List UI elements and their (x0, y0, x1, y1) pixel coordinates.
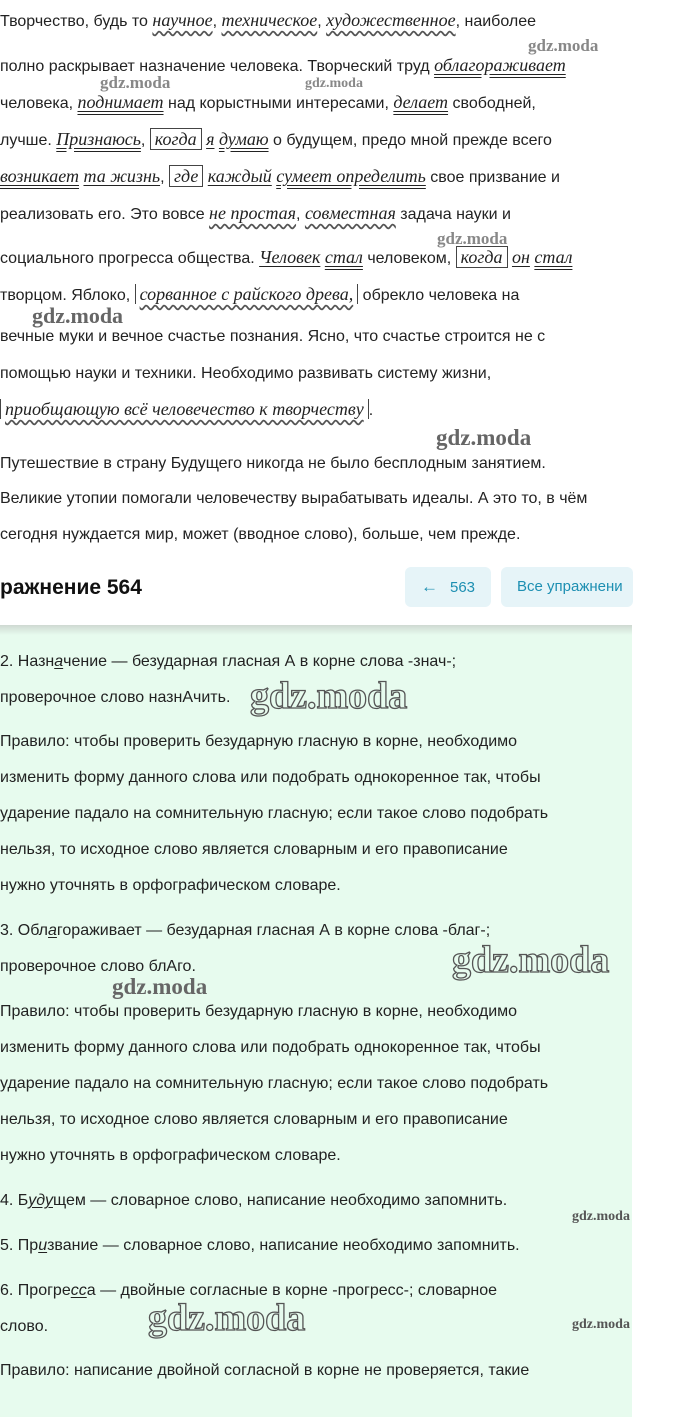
conjunction-box: где (169, 165, 203, 187)
predicate-word: стал (324, 247, 363, 267)
vowel-highlight: а (54, 653, 64, 670)
prev-exercise-button[interactable]: ← 563 (405, 567, 491, 607)
adjective-word: художественное (326, 10, 456, 30)
answer-item-5: 5. Призвание — словарное слово, написание необходимо запомнить. (0, 1237, 520, 1254)
watermark: gdz.moda (100, 73, 171, 92)
rule-line: изменить форму данного слова или подобрать однокоренное так, чтобы (0, 769, 541, 786)
watermark: gdz.moda (572, 1209, 630, 1224)
watermark: gdz.moda (148, 1297, 306, 1339)
adjective-word: техническое (221, 10, 318, 30)
predicate-word: Признаюсь (56, 129, 141, 149)
subject-word: он (511, 247, 530, 267)
subject-word: та жизнь (83, 166, 161, 186)
rule-line: нужно уточнять в орфографическом словаре. (0, 1147, 341, 1164)
rule-line: нужно уточнять в орфографическом словаре. (0, 877, 341, 894)
rule-line: ударение падало на сомнительную гласную; если такое слово подобрать (0, 805, 549, 822)
text-line-4: лучше. Признаюсь, когда я думаю о будущем, предо мной прежде всего (0, 129, 552, 149)
text-line-6: реализовать его. Это вовсе не простая, совместная задача науки и (0, 203, 511, 223)
predicate-word: сумеет определить (276, 166, 426, 186)
participle-phrase: сорванное с райского древа, (135, 284, 359, 304)
rule-line: нельзя, то исходное слово является словарным и его правописание (0, 1111, 508, 1128)
adjective-word: совместная (304, 203, 396, 223)
text-line-14: сегодня нуждается мир, может (вводное слово), больше, чем прежде. (0, 526, 521, 543)
subject-word: Человек (259, 247, 321, 267)
all-exercises-button[interactable]: Все упражнени (501, 567, 633, 607)
predicate-word: облагораживает (434, 55, 566, 75)
answer-line: слово. (0, 1318, 49, 1335)
answer-item-2: 2. Назначение — безударная гласная А в корне слова -знач-; (0, 653, 457, 670)
answer-line: проверочное слово блАго. (0, 958, 196, 975)
watermark: gdz.moda (250, 675, 408, 717)
answer-item-3: 3. Облагораживает — безударная гласная А в корне слова -благ-; (0, 922, 491, 939)
adjective-word: научное (152, 10, 213, 30)
text-line-1: Творчество, будь то научное, техническое, художественное, наиболее (0, 10, 536, 30)
watermark: gdz.moda (305, 76, 363, 91)
predicate-word: делает (393, 92, 449, 112)
watermark: gdz.moda (32, 303, 124, 328)
predicate-word: думаю (218, 129, 269, 149)
vowel-highlight: уду (28, 1192, 53, 1209)
participle-phrase: приобщающую всё человечество к творчеству (0, 399, 369, 419)
adjective-word: не простая (209, 203, 297, 223)
conjunction-box: когда (456, 246, 508, 268)
text-line-9: вечные муки и вечное счастье познания. Ясно, что счастье строится не с (0, 328, 546, 345)
predicate-word: стал (534, 247, 573, 267)
vowel-highlight: а (48, 922, 57, 939)
text-line-12: Путешествие в страну Будущего никогда не было бесплодным занятием. (0, 455, 546, 472)
rule-line: Правило: чтобы проверить безударную гласную в корне, необходимо (0, 733, 518, 750)
text-line-2: полно раскрывает назначение человека. Творческий труд облагораживает (0, 55, 566, 75)
answer-item-4: 4. Будущем — словарное слово, написание необходимо запомнить. (0, 1192, 508, 1209)
watermark: gdz.moda (112, 974, 208, 999)
text-line-8: творцом. Яблоко, сорванное с райского древа, обрекло человека на (0, 284, 520, 304)
watermark: gdz.moda (436, 425, 532, 450)
predicate-word: поднимает (77, 92, 164, 112)
subject-word: каждый (207, 166, 272, 186)
answer-panel (0, 625, 632, 1417)
rule-line: изменить форму данного слова или подобрать однокоренное так, чтобы (0, 1039, 541, 1056)
watermark: gdz.moda (528, 36, 599, 55)
predicate-word: возникает (0, 166, 80, 186)
text-line-3: человека, поднимает над корыстными интересами, делает свободней, (0, 92, 536, 112)
vowel-highlight: и (38, 1237, 48, 1254)
rule-line: Правило: чтобы проверить безударную гласную в корне, необходимо (0, 1003, 518, 1020)
answer-line: проверочное слово назнАчить. (0, 689, 231, 706)
rule-line: ударение падало на сомнительную гласную; если такое слово подобрать (0, 1075, 549, 1092)
text-line-13: Великие утопии помогали человечеству вырабатывать идеалы. А это то, в чём (0, 490, 588, 507)
watermark: gdz.moda (452, 939, 610, 981)
answer-item-6: 6. Прогресса — двойные согласные в корне -прогресс-; словарное (0, 1282, 498, 1299)
exercise-title: ражнение 564 (0, 576, 142, 599)
arrow-left-icon: ← (421, 577, 438, 596)
panel-shadow (0, 625, 632, 635)
rule-line: Правило: написание двойной согласной в корне не проверяется, такие (0, 1362, 530, 1379)
text-line-7: социального прогресса общества. Человек стал человеком, когда он стал (0, 247, 573, 267)
text-line-11: приобщающую всё человечество к творчеству . (0, 399, 373, 421)
subject-word: я (206, 129, 215, 149)
rule-line: нельзя, то исходное слово является словарным и его правописание (0, 841, 508, 858)
watermark: gdz.moda (572, 1317, 630, 1332)
text-line-10: помощью науки и техники. Необходимо развивать систему жизни, (0, 365, 492, 382)
conjunction-box: когда (150, 128, 202, 150)
watermark: gdz.moda (437, 229, 508, 248)
text-line-5: возникает та жизнь, где каждый сумеет определить свое призвание и (0, 166, 560, 186)
consonant-highlight: сс (70, 1282, 87, 1299)
